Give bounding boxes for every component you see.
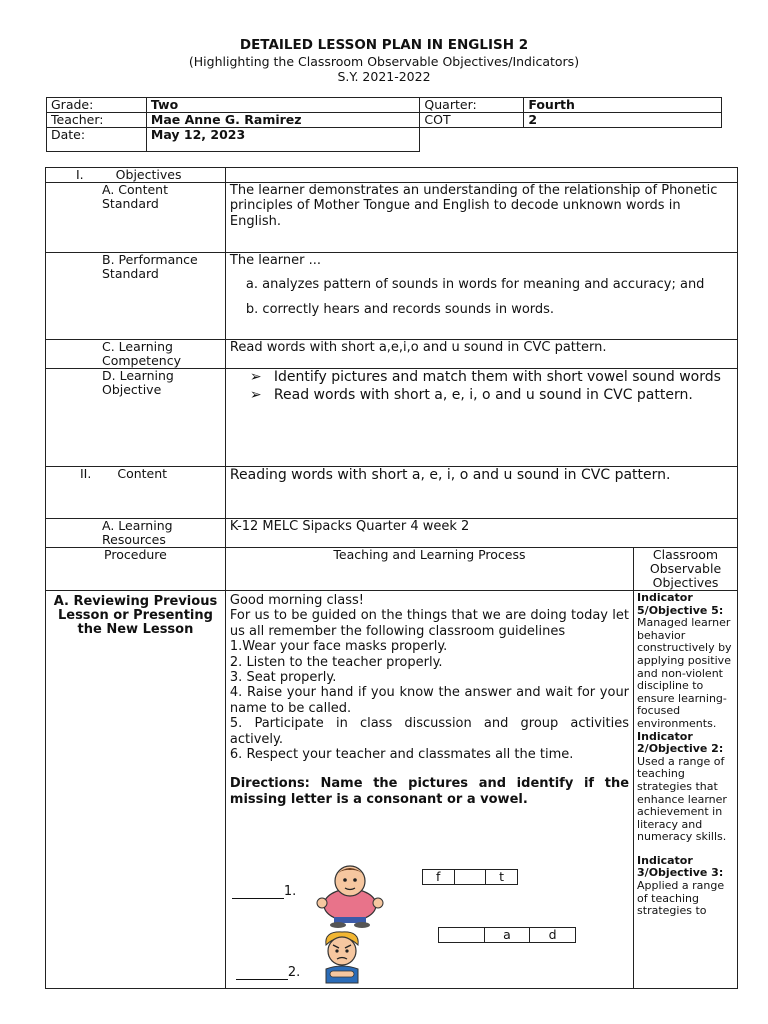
resources-label: A. Learning Resources [46, 519, 226, 548]
letter-box[interactable] [455, 870, 487, 884]
competency-text: Read words with short a,e,i,o and u sound in CVC pattern. [225, 340, 737, 369]
rule-2: 2. Listen to the teacher properly. [229, 654, 443, 670]
rule-1: 1.Wear your face masks properly. [229, 639, 448, 655]
item-1-letter-boxes [422, 869, 518, 885]
indicator-3-text: Applied a range of teaching strategies to [637, 879, 725, 918]
list-item: ➢ Read words with short a, e, i, o and u sound in CVC pattern. [249, 387, 693, 403]
school-year: S.Y. 2021-2022 [337, 69, 431, 84]
performance-standard-text: The learner ... a. analyzes pattern of sounds in words for meaning and accuracy; and b. correctly hears and records sounds in words. [225, 253, 737, 340]
angry-boy-icon [320, 929, 364, 985]
info-table [46, 97, 722, 152]
greeting: Good morning class! [229, 593, 364, 608]
quarter-label: Quarter: [420, 98, 524, 113]
objectives-col-header: Classroom Observable Objectives [634, 548, 738, 591]
performance-standard-label: B. Performance Standard [46, 253, 226, 340]
content-heading: II. Content [46, 467, 226, 519]
competency-label: C. Learning Competency [46, 340, 226, 369]
indicator-2-title: Indicator 2/Objective 2: [637, 729, 724, 756]
learning-objective-label: D. Learning Objective [46, 369, 226, 467]
document-subtitle: (Highlighting the Classroom Observable Objectives/Indicators) [188, 54, 580, 69]
resources-text: K-12 MELC Sipacks Quarter 4 week 2 [225, 519, 737, 548]
item-2-blank: 2. [236, 966, 300, 980]
procedure-col-header: Procedure [46, 548, 226, 591]
rule-6: 6. Respect your teacher and classmates all the time. [229, 747, 574, 763]
grade-label: Grade: [47, 98, 147, 113]
indicators-cell [634, 591, 738, 989]
grade-value: Two [146, 98, 420, 113]
document-title: DETAILED LESSON PLAN IN ENGLISH 2 [239, 37, 529, 53]
learning-objective-list [225, 369, 737, 467]
objectives-heading: I. Objectives [46, 168, 226, 183]
indicator-2-text: Used a range of teaching strategies that enhance learner achievement in literacy and numeracy skills. [637, 754, 727, 844]
chubby-boy-icon [314, 863, 386, 929]
process-col-header: Teaching and Learning Process [225, 548, 633, 591]
cot-label: COT [420, 113, 524, 128]
date-value: May 12, 2023 [146, 128, 420, 152]
directions: Directions: Name the pictures and identify if the missing letter is a consonant or a vowel. [229, 776, 630, 807]
teacher-value: Mae Anne G. Ramirez [146, 113, 420, 128]
content-standard-label: A. Content Standard [46, 183, 226, 253]
letter-box: d [548, 927, 557, 942]
rule-5: 5. Participate in class discussion and group activities actively. [229, 716, 630, 747]
rule-3: 3. Seat properly. [229, 670, 337, 686]
letter-box: f [423, 870, 455, 884]
indicator-5-text: Managed learner behavior constructively by applying positive and non-violent discipline to ensure learning-focused environments. [637, 616, 732, 730]
rule-4: 4. Raise your hand if you know the answer and wait for your name to be called. [229, 685, 630, 716]
letter-box[interactable] [439, 928, 485, 942]
cot-value: 2 [524, 113, 722, 128]
item-2-letter-boxes [438, 927, 576, 943]
process-cell [225, 591, 633, 989]
lesson-table [45, 167, 738, 989]
letter-box: a [485, 928, 531, 942]
list-item: ➢ Identify pictures and match them with short vowel sound words [249, 369, 721, 385]
intro: For us to be guided on the things that we are doing today let us all remember the following classroom guidelines [229, 608, 630, 639]
indicator-5-title: Indicator 5/Objective 5: [637, 591, 724, 617]
quarter-value: Fourth [524, 98, 722, 113]
content-standard-text: The learner demonstrates an understanding of the relationship of Phonetic principles of Mother Tongue and English to decode unknown words in English. [225, 183, 737, 253]
letter-box: t [499, 869, 505, 884]
step-label: A. Reviewing Previous Lesson or Presenting the New Lesson [46, 591, 226, 989]
indicator-3-title: Indicator 3/Objective 3: [637, 853, 724, 880]
content-text: Reading words with short a, e, i, o and u sound in CVC pattern. [225, 467, 737, 519]
item-1-blank: 1. [232, 885, 296, 899]
date-label: Date: [47, 128, 147, 152]
teacher-label: Teacher: [47, 113, 147, 128]
